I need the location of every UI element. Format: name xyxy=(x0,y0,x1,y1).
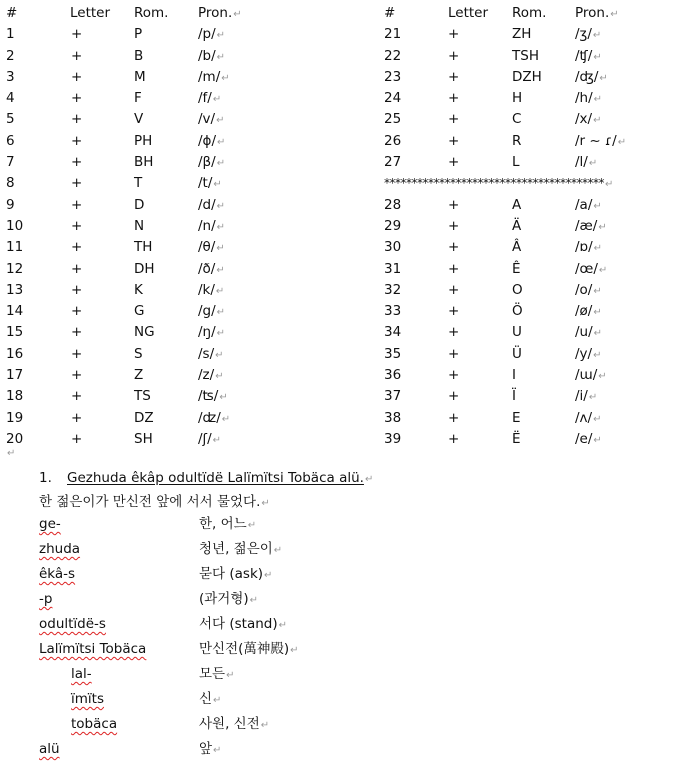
alphabet-row: 29 + Ä /æ/↵ xyxy=(384,217,607,234)
letter-glyph: + xyxy=(448,430,460,447)
glossary-term: êkâ-s xyxy=(39,566,76,582)
letter-glyph: + xyxy=(71,281,83,298)
letter-number: 31 xyxy=(384,260,402,277)
letter-number: 9 xyxy=(6,196,15,213)
glossary-row: lal- 모든↵ xyxy=(39,662,639,687)
letter-glyph: + xyxy=(448,68,460,85)
letter-number: 5 xyxy=(6,111,15,128)
glossary-row: êkâ-s 묻다 (ask)↵ xyxy=(39,562,639,587)
alphabet-row: 2 + B /b/↵ xyxy=(6,47,226,64)
sentence-number: 1. xyxy=(39,470,52,486)
letter-romanization: F xyxy=(134,90,142,107)
letter-glyph: + xyxy=(71,388,83,405)
letter-glyph: + xyxy=(448,90,460,107)
letter-pronunciation: /ø/ xyxy=(575,303,593,320)
separator-stars: **************************************** xyxy=(384,176,604,191)
letter-pronunciation: /o/ xyxy=(575,281,593,298)
glossary xyxy=(39,512,639,762)
letter-romanization: I xyxy=(512,367,516,384)
letter-glyph: + xyxy=(71,430,83,447)
letter-romanization: DZH xyxy=(512,68,542,85)
letter-number: 30 xyxy=(384,239,402,256)
table-header-row: # Letter Rom. Pron.↵ xyxy=(6,3,336,24)
paragraph-mark: ↵ xyxy=(7,448,16,459)
letter-number: 21 xyxy=(384,26,402,43)
letter-number: 24 xyxy=(384,90,402,107)
letter-glyph: + xyxy=(71,260,83,277)
glossary-meaning: (과거형) xyxy=(199,591,249,607)
glossary-row: Lalïmïtsi Tobäca 만신전(萬神殿)↵ xyxy=(39,637,639,662)
header-pronunciation: Pron. xyxy=(575,5,610,21)
alphabet-row: 34 + U /u/↵ xyxy=(384,324,603,341)
header-number: # xyxy=(6,5,18,21)
letter-pronunciation: /ʃ/ xyxy=(198,430,212,447)
letter-glyph: + xyxy=(448,47,460,64)
letter-pronunciation: /œ/ xyxy=(575,260,598,277)
letter-glyph: + xyxy=(448,281,460,298)
letter-glyph: + xyxy=(71,26,83,43)
glossary-meaning: 사원, 신전 xyxy=(199,716,260,732)
letter-pronunciation: /a/ xyxy=(575,196,593,213)
letter-pronunciation: /t/ xyxy=(198,175,213,192)
letter-number: 3 xyxy=(6,68,15,85)
table-header-row: # Letter Rom. Pron.↵ xyxy=(384,3,673,24)
letter-glyph: + xyxy=(448,26,460,43)
alphabet-row: 14 + G /g/↵ xyxy=(6,303,226,320)
alphabet-row: 20 + SH /ʃ/↵ xyxy=(6,430,222,447)
letter-number: 7 xyxy=(6,154,15,171)
letter-glyph: + xyxy=(71,239,83,256)
alphabet-row: 9 + D /d/↵ xyxy=(6,196,226,213)
letter-number: 29 xyxy=(384,217,402,234)
letter-pronunciation: /n/ xyxy=(198,217,216,234)
header-romanization: Rom. xyxy=(134,5,169,21)
letter-number: 4 xyxy=(6,90,15,107)
letter-number: 34 xyxy=(384,324,402,341)
letter-romanization: A xyxy=(512,196,522,213)
header-letter: Letter xyxy=(70,5,111,21)
glossary-row: tobäca 사원, 신전↵ xyxy=(39,712,639,737)
letter-pronunciation: /f/ xyxy=(198,90,212,107)
letter-number: 8 xyxy=(6,175,15,192)
letter-pronunciation: /ʦ/ xyxy=(198,388,219,405)
letter-number: 28 xyxy=(384,196,402,213)
letter-glyph: + xyxy=(448,111,460,128)
letter-romanization: PH xyxy=(134,132,153,149)
letter-romanization: O xyxy=(512,281,523,298)
glossary-row: alü 앞↵ xyxy=(39,737,639,762)
letter-number: 14 xyxy=(6,303,24,320)
alphabet-row: 12 + DH /ð/↵ xyxy=(6,260,225,277)
letter-glyph: + xyxy=(71,345,83,362)
alphabet-row: 24 + H /h/↵ xyxy=(384,90,603,107)
letter-romanization: U xyxy=(512,324,522,341)
letter-romanization: Ï xyxy=(512,388,516,405)
letter-number: 2 xyxy=(6,47,15,64)
letter-glyph: + xyxy=(71,367,83,384)
letter-number: 33 xyxy=(384,303,402,320)
glossary-term: Lalïmïtsi Tobäca xyxy=(39,641,147,657)
letter-glyph: + xyxy=(71,90,83,107)
letter-number: 26 xyxy=(384,132,402,149)
letter-pronunciation: /l/ xyxy=(575,154,588,171)
letter-glyph: + xyxy=(448,345,460,362)
glossary-term: -p xyxy=(39,591,53,607)
letter-number: 6 xyxy=(6,132,15,149)
alphabet-row: 23 + DZH /ʤ/↵ xyxy=(384,68,608,85)
letter-pronunciation: /k/ xyxy=(198,281,215,298)
letter-romanization: SH xyxy=(134,430,153,447)
alphabet-row: 25 + C /x/↵ xyxy=(384,111,602,128)
letter-pronunciation: /h/ xyxy=(575,90,593,107)
letter-number: 15 xyxy=(6,324,24,341)
alphabet-row: 8 + T /t/↵ xyxy=(6,175,222,192)
letter-romanization: TH xyxy=(134,239,153,256)
letter-romanization: C xyxy=(512,111,522,128)
letter-glyph: + xyxy=(448,154,460,171)
letter-romanization: T xyxy=(134,175,143,192)
glossary-row: -p (과거형)↵ xyxy=(39,587,639,612)
letter-number: 20 xyxy=(6,430,24,447)
letter-pronunciation: /ɒ/ xyxy=(575,239,593,256)
letter-number: 16 xyxy=(6,345,24,362)
letter-romanization: M xyxy=(134,68,146,85)
glossary-meaning: 만신전(萬神殿) xyxy=(199,641,290,657)
alphabet-row: 28 + A /a/↵ xyxy=(384,196,602,213)
letter-glyph: + xyxy=(448,239,460,256)
letter-pronunciation: /ʧ/ xyxy=(575,47,593,64)
letter-romanization: E xyxy=(512,409,521,426)
letter-number: 35 xyxy=(384,345,402,362)
letter-number: 11 xyxy=(6,239,24,256)
glossary-meaning: 한, 어느 xyxy=(199,516,247,532)
letter-romanization: H xyxy=(512,90,523,107)
letter-glyph: + xyxy=(448,388,460,405)
letter-number: 22 xyxy=(384,47,402,64)
glossary-meaning: 청년, 젊은이 xyxy=(199,541,273,557)
letter-number: 10 xyxy=(6,217,24,234)
glossary-term: ge- xyxy=(39,516,61,532)
letter-romanization: G xyxy=(134,303,145,320)
letter-romanization: DZ xyxy=(134,409,154,426)
letter-romanization: ZH xyxy=(512,26,532,43)
letter-number: 17 xyxy=(6,367,24,384)
alphabet-row: 22 + TSH /ʧ/↵ xyxy=(384,47,602,64)
letter-pronunciation: /u/ xyxy=(575,324,593,341)
letter-romanization: Z xyxy=(134,367,144,384)
letter-number: 37 xyxy=(384,388,402,405)
letter-romanization: D xyxy=(134,196,145,213)
letter-number: 27 xyxy=(384,154,402,171)
letter-romanization: N xyxy=(134,217,145,234)
letter-romanization: Ä xyxy=(512,217,522,234)
glossary-meaning: 서다 (stand) xyxy=(199,616,278,632)
alphabet-row: 27 + L /l/↵ xyxy=(384,154,598,171)
alphabet-row: 18 + TS /ʦ/↵ xyxy=(6,388,228,405)
alphabet-row: 19 + DZ /ʣ/↵ xyxy=(6,409,231,426)
letter-number: 13 xyxy=(6,281,24,298)
alphabet-table-right xyxy=(384,3,673,450)
alphabet-row: 11 + TH /θ/↵ xyxy=(6,239,225,256)
header-romanization: Rom. xyxy=(512,5,547,21)
letter-romanization: TSH xyxy=(512,47,539,64)
alphabet-row: 30 + Â /ɒ/↵ xyxy=(384,239,603,256)
letter-pronunciation: /z/ xyxy=(198,367,215,384)
letter-romanization: Ö xyxy=(512,303,523,320)
letter-pronunciation: /b/ xyxy=(198,47,216,64)
sentence-text: Gezhuda êkâp odultïdë Lalïmïtsi Tobäca alü. xyxy=(67,470,364,486)
letter-pronunciation: /ŋ/ xyxy=(198,324,216,341)
letter-pronunciation: /ʤ/ xyxy=(575,68,599,85)
letter-number: 19 xyxy=(6,409,24,426)
alphabet-row: 39 + Ë /e/↵ xyxy=(384,430,602,447)
letter-pronunciation: /æ/ xyxy=(575,217,598,234)
alphabet-row: 26 + R /r ~ ɾ/↵ xyxy=(384,132,627,149)
sentence-translation: 한 젊은이가 만신전 앞에 서서 물었다. xyxy=(39,494,261,510)
letter-romanization: P xyxy=(134,26,143,43)
letter-number: 25 xyxy=(384,111,402,128)
letter-glyph: + xyxy=(71,132,83,149)
letter-pronunciation: /y/ xyxy=(575,345,593,362)
letter-glyph: + xyxy=(448,303,460,320)
alphabet-row: 35 + Ü /y/↵ xyxy=(384,345,602,362)
alphabet-row: 1 + P /p/↵ xyxy=(6,26,226,43)
letter-number: 36 xyxy=(384,367,402,384)
letter-romanization: DH xyxy=(134,260,155,277)
alphabet-row: 4 + F /f/↵ xyxy=(6,90,222,107)
letter-romanization: S xyxy=(134,345,143,362)
letter-glyph: + xyxy=(448,409,460,426)
letter-glyph: + xyxy=(448,367,460,384)
letter-romanization: BH xyxy=(134,154,154,171)
letter-pronunciation: /e/ xyxy=(575,430,593,447)
alphabet-row: 10 + N /n/↵ xyxy=(6,217,226,234)
letter-number: 23 xyxy=(384,68,402,85)
header-pronunciation: Pron. xyxy=(198,5,233,21)
example-sentence: 1. Gezhuda êkâp odultïdë Lalïmïtsi Tobäca alü.↵ 한 젊은이가 만신전 앞에 서서 물었다.↵ xyxy=(39,467,373,515)
letter-romanization: Â xyxy=(512,239,522,256)
alphabet-row: 32 + O /o/↵ xyxy=(384,281,602,298)
letter-pronunciation: /x/ xyxy=(575,111,593,128)
alphabet-row: 36 + I /ɯ/↵ xyxy=(384,367,607,384)
letter-number: 1 xyxy=(6,26,15,43)
alphabet-row: 31 + Ê /œ/↵ xyxy=(384,260,608,277)
glossary-meaning: 신 xyxy=(199,691,213,707)
glossary-term: alü xyxy=(39,741,60,757)
letter-romanization: NG xyxy=(134,324,155,341)
alphabet-row: 38 + E /ʌ/↵ xyxy=(384,409,602,426)
letter-glyph: + xyxy=(448,196,460,213)
letter-number: 18 xyxy=(6,388,24,405)
glossary-meaning: 모든 xyxy=(199,666,226,682)
alphabet-row: 33 + Ö /ø/↵ xyxy=(384,303,602,320)
alphabet-row: 6 + PH /ɸ/↵ xyxy=(6,132,226,149)
letter-pronunciation: /ʌ/ xyxy=(575,409,593,426)
letter-glyph: + xyxy=(448,132,460,149)
alphabet-row: 17 + Z /z/↵ xyxy=(6,367,224,384)
letter-pronunciation: /ð/ xyxy=(198,260,216,277)
alphabet-row: 15 + NG /ŋ/↵ xyxy=(6,324,226,341)
letter-romanization: Ë xyxy=(512,430,521,447)
separator-row: ****************************************↵ xyxy=(384,176,613,191)
letter-pronunciation: /s/ xyxy=(198,345,215,362)
letter-romanization: K xyxy=(134,281,143,298)
glossary-term: lal- xyxy=(71,666,92,682)
alphabet-row: 5 + V /v/↵ xyxy=(6,111,225,128)
letter-pronunciation: /m/ xyxy=(198,68,221,85)
letter-number: 39 xyxy=(384,430,402,447)
alphabet-row: 3 + M /m/↵ xyxy=(6,68,230,85)
glossary-row: odultïdë-s 서다 (stand)↵ xyxy=(39,612,639,637)
letter-pronunciation: /ʒ/ xyxy=(575,26,592,43)
letter-glyph: + xyxy=(71,175,83,192)
letter-glyph: + xyxy=(71,111,83,128)
glossary-meaning: 앞 xyxy=(199,741,213,757)
letter-glyph: + xyxy=(448,260,460,277)
header-letter: Letter xyxy=(448,5,489,21)
letter-glyph: + xyxy=(71,303,83,320)
letter-glyph: + xyxy=(71,68,83,85)
letter-pronunciation: /d/ xyxy=(198,196,216,213)
glossary-term: zhuda xyxy=(39,541,81,557)
glossary-term: tobäca xyxy=(71,716,118,732)
letter-number: 12 xyxy=(6,260,24,277)
alphabet-table-left xyxy=(6,3,336,450)
letter-glyph: + xyxy=(71,47,83,64)
letter-romanization: R xyxy=(512,132,522,149)
letter-romanization: L xyxy=(512,154,520,171)
letter-pronunciation: /p/ xyxy=(198,26,216,43)
letter-number: 38 xyxy=(384,409,402,426)
alphabet-row: 13 + K /k/↵ xyxy=(6,281,225,298)
letter-pronunciation: /v/ xyxy=(198,111,216,128)
letter-glyph: + xyxy=(448,217,460,234)
letter-pronunciation: /ɸ/ xyxy=(198,132,217,149)
glossary-row: zhuda 청년, 젊은이↵ xyxy=(39,537,639,562)
header-number: # xyxy=(384,5,396,21)
letter-romanization: TS xyxy=(134,388,151,405)
letter-pronunciation: /ɯ/ xyxy=(575,367,598,384)
letter-glyph: + xyxy=(71,409,83,426)
letter-pronunciation: /r ~ ɾ/ xyxy=(575,132,617,149)
glossary-term: odultïdë-s xyxy=(39,616,106,632)
letter-pronunciation: /ʣ/ xyxy=(198,409,221,426)
letter-number: 32 xyxy=(384,281,402,298)
letter-pronunciation: /β/ xyxy=(198,154,216,171)
letter-glyph: + xyxy=(71,324,83,341)
letter-glyph: + xyxy=(448,324,460,341)
alphabet-row: 7 + BH /β/↵ xyxy=(6,154,226,171)
letter-romanization: V xyxy=(134,111,144,128)
glossary-term: ïmïts xyxy=(71,691,104,707)
letter-glyph: + xyxy=(71,196,83,213)
glossary-meaning: 묻다 (ask) xyxy=(199,566,264,582)
glossary-row: ïmïts 신↵ xyxy=(39,687,639,712)
alphabet-row: 21 + ZH /ʒ/↵ xyxy=(384,26,602,43)
letter-romanization: Ê xyxy=(512,260,521,277)
alphabet-row: 16 + S /s/↵ xyxy=(6,345,224,362)
glossary-row: ge- 한, 어느↵ xyxy=(39,512,639,537)
letter-glyph: + xyxy=(71,154,83,171)
letter-pronunciation: /i/ xyxy=(575,388,588,405)
letter-romanization: B xyxy=(134,47,144,64)
letter-glyph: + xyxy=(71,217,83,234)
letter-pronunciation: /θ/ xyxy=(198,239,216,256)
letter-romanization: Ü xyxy=(512,345,522,362)
letter-pronunciation: /g/ xyxy=(198,303,216,320)
alphabet-row: 37 + Ï /i/↵ xyxy=(384,388,598,405)
